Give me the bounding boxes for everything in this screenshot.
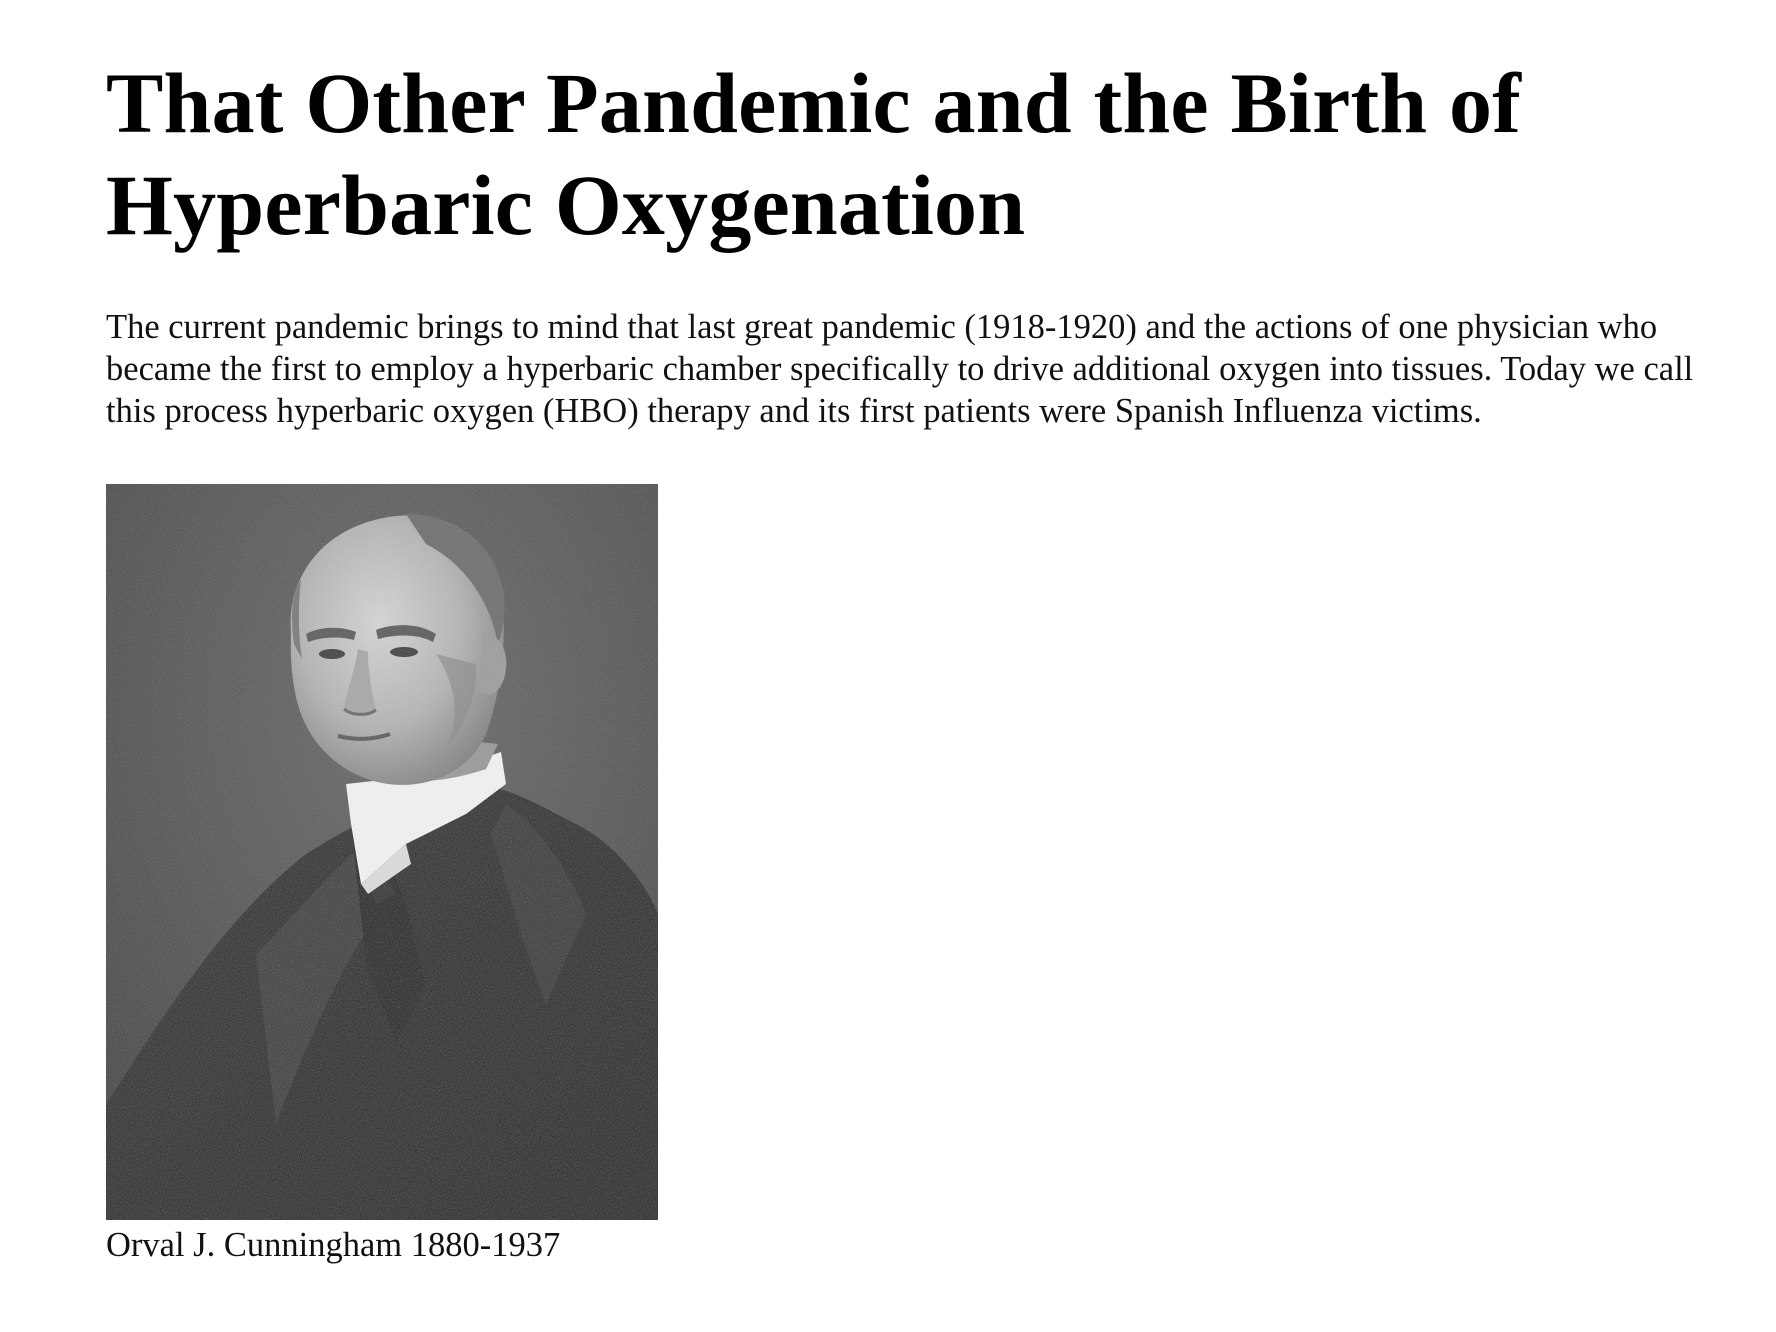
figure-caption: Orval J. Cunningham 1880-1937 bbox=[106, 1226, 561, 1264]
portrait-image bbox=[106, 484, 658, 1220]
page-title-line-2: Hyperbaric Oxygenation bbox=[106, 157, 1026, 253]
figure bbox=[106, 484, 658, 1266]
intro-paragraph: The current pandemic brings to mind that last great pandemic (1918-1920) and the actions of one physician who became the first to employ a hyperbaric chamber specifically to drive additional oxygen into tissues. Today we call this process hyperbaric oxygen (HBO) therapy and its first patients were Spanish Influenza victims. bbox=[106, 308, 1694, 430]
page-title bbox=[106, 52, 1706, 256]
article bbox=[106, 52, 1706, 1266]
portrait-photo bbox=[106, 484, 658, 1220]
page-title-line-1: That Other Pandemic and the Birth of bbox=[106, 55, 1522, 151]
